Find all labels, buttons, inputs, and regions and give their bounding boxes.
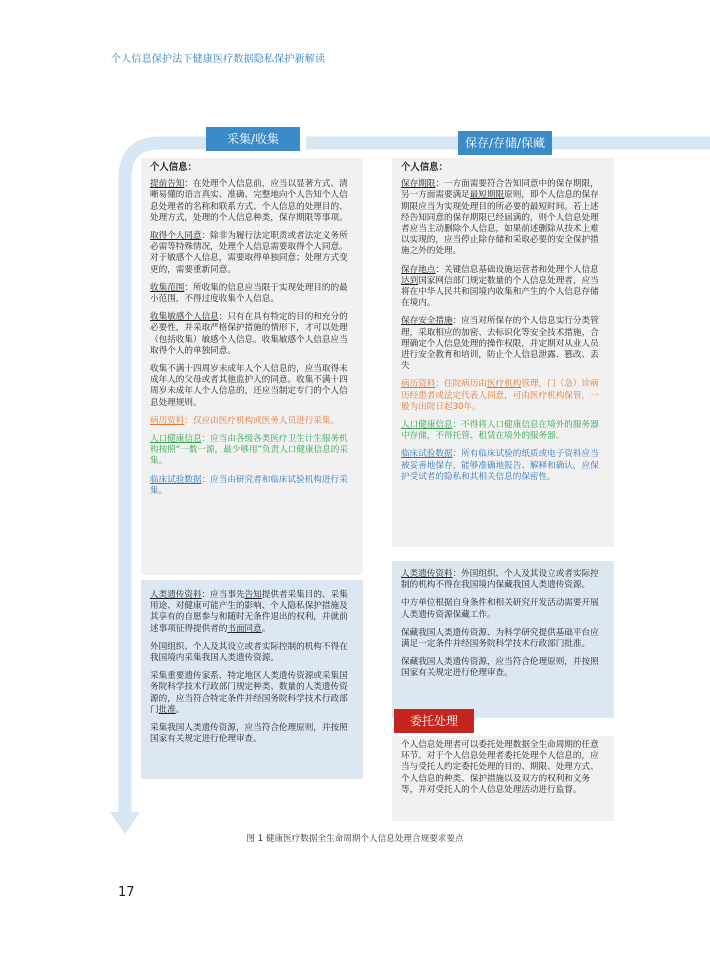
page-number: 17 <box>118 885 135 900</box>
store-personal-info-box <box>392 158 614 547</box>
paragraph: 人口健康信息：应当由各级各类医疗卫生计生服务机构按照“一数一源，最少够用”负责人口健康信息的采集。 <box>150 434 348 467</box>
paragraph: 外国组织、个人及其设立或者实际控制的机构不得在我国境内采集我国人类遗传资源。 <box>150 641 348 664</box>
paragraph: 保藏我国人类遗传资源、为科学研究提供基础平台应满足一定条件并经国务院科学技术行政部门批准。 <box>401 627 599 650</box>
paragraph: 人口健康信息：不得将人口健康信息在境外的服务器中存储，不得托管、租赁在境外的服务器。 <box>401 420 599 442</box>
paragraph: 临床试验数据：应当由研究者和临床试验机构进行采集。 <box>150 474 348 496</box>
entrust-box <box>392 736 614 821</box>
store-column <box>392 158 614 718</box>
collect-personal-info-box <box>141 158 363 575</box>
running-header: 个人信息保护法下健康医疗数据隐私保护新解读 <box>111 54 326 65</box>
collect-genetic-resources-box <box>141 580 363 779</box>
paragraph: 收集范围：所收集的信息应当限于实现处理目的的最小范围，不得过度收集个人信息。 <box>150 282 348 305</box>
paragraph: 采集我国人类遗传资源，应当符合伦理原则，并按照国家有关规定进行伦理审查。 <box>150 723 348 745</box>
paragraph: 人类遗传资料：外国组织、个人及其设立或者实际控制的机构不得在我国境内保藏我国人类遗传资源。 <box>401 569 599 591</box>
paragraph: 保存地点：关键信息基础设施运营者和处理个人信息达到国家网信部门规定数量的个人信息处理者，应当将在中华人民共和国境内收集和产生的个人信息存储在境内。 <box>401 264 599 309</box>
paragraph: 人类遗传资料：应当事先告知提供者采集目的、采集用途、对健康可能产生的影响、个人隐私保护措施及其享有的自愿参与和随时无条件退出的权利，并就前述事项征得提供者的书面同意。 <box>150 590 348 634</box>
paragraph: 中方单位根据自身条件和相关研究开发活动需要开展人类遗传资源保藏工作。 <box>401 598 599 620</box>
paragraph: 保藏我国人类遗传资源，应当符合伦理原则，并按照国家有关规定进行伦理审查。 <box>401 657 599 679</box>
paragraph: 收集敏感个人信息：只有在具有特定的目的和充分的必要性，并采取严格保护措施的情形下，才可以处理（包括收集）敏感个人信息。收集敏感个人信息应当取得个人的单独同意。 <box>150 312 348 356</box>
paragraph: 保存期限：一方面需要符合告知同意中的保存期限，另一方面需要满足最短期限原则，即个人信息的保存期限应当为实现处理目的所必要的最短时间。若上述经告知同意的保存期限已经届满的，则个人信息处理者应当主动删除个人信息，如果前述删除从技术上难以实现的，应当停止除存储和采取必要的安全保护措施之外的处理。 <box>401 179 599 257</box>
paragraph: 提前告知：在处理个人信息前，应当以显著方式、清晰易懂的语言真实、准确、完整地向个人告知个人信息处理者的名称和联系方式、个人信息的处理目的、处理方式，处理的个人信息种类，保存期限等事项。 <box>150 179 348 223</box>
store-genetic-resources-box <box>392 561 614 718</box>
paragraph: 取得个人同意：除非为履行法定职责或者法定义务所必需等特殊情况，处理个人信息需要取得个人同意。对于敏感个人信息，需要取得单独同意；处理方式变更的，需要重新同意。 <box>150 231 348 275</box>
paragraph: 保存安全措施：应当对所保存的个人信息实行分类管理，采取相应的加密、去标识化等安全技术措施，合理确定个人信息处理的操作权限，并定期对从业人员进行安全教育和培训，防止个人信息泄露、篡改、丢失 <box>401 316 599 372</box>
paragraph: 收集不满十四周岁未成年人个人信息的，应当取得未成年人的父母或者其他监护人的同意。收集不满十四周岁未成年人个人信息的，还应当制定专门的个人信息处理规则。 <box>150 364 348 408</box>
paragraph: 采集重要遗传家系、特定地区人类遗传资源或采集国务院科学技术行政部门规定种类、数量的人类遗传资源的，应当符合特定条件并经国务院科学技术行政部门批准。 <box>150 671 348 715</box>
paragraph: 临床试验数据：所有临床试验的纸质或电子资料应当被妥善地保存，能够准确地报告、解释和确认，应保护受试者的隐私和其相关信息的保密性。 <box>401 449 599 482</box>
section-heading: 个人信息： <box>150 162 197 173</box>
section-heading: 个人信息： <box>401 162 448 173</box>
paragraph: 病历资料：仅应由医疗机构或医务人员进行采集。 <box>150 415 340 426</box>
tab-collect: 采集/收集 <box>206 127 300 151</box>
figure-caption: 图 1 健康医疗数据全生命周期个人信息处理合规要求要点 <box>246 834 464 844</box>
tab-store: 保存/存储/保藏 <box>458 131 552 155</box>
paragraph: 病历资料：住院病历由医疗机构管理，门（急）诊病历经患者或法定代表人同意，可由医疗机构保管，一般为出院日起30年。 <box>401 379 599 412</box>
tab-entrust: 委托处理 <box>394 709 474 733</box>
paragraph: 个人信息处理者可以委托处理数据全生命周期的任意环节。对于个人信息处理者委托处理个人信息的，应当与受托人约定委托处理的目的、期限、处理方式、个人信息的种类、保护措施以及双方的权利和义务等，并对受托人的个人信息处理活动进行监督。 <box>401 740 599 795</box>
collect-column <box>141 158 363 779</box>
